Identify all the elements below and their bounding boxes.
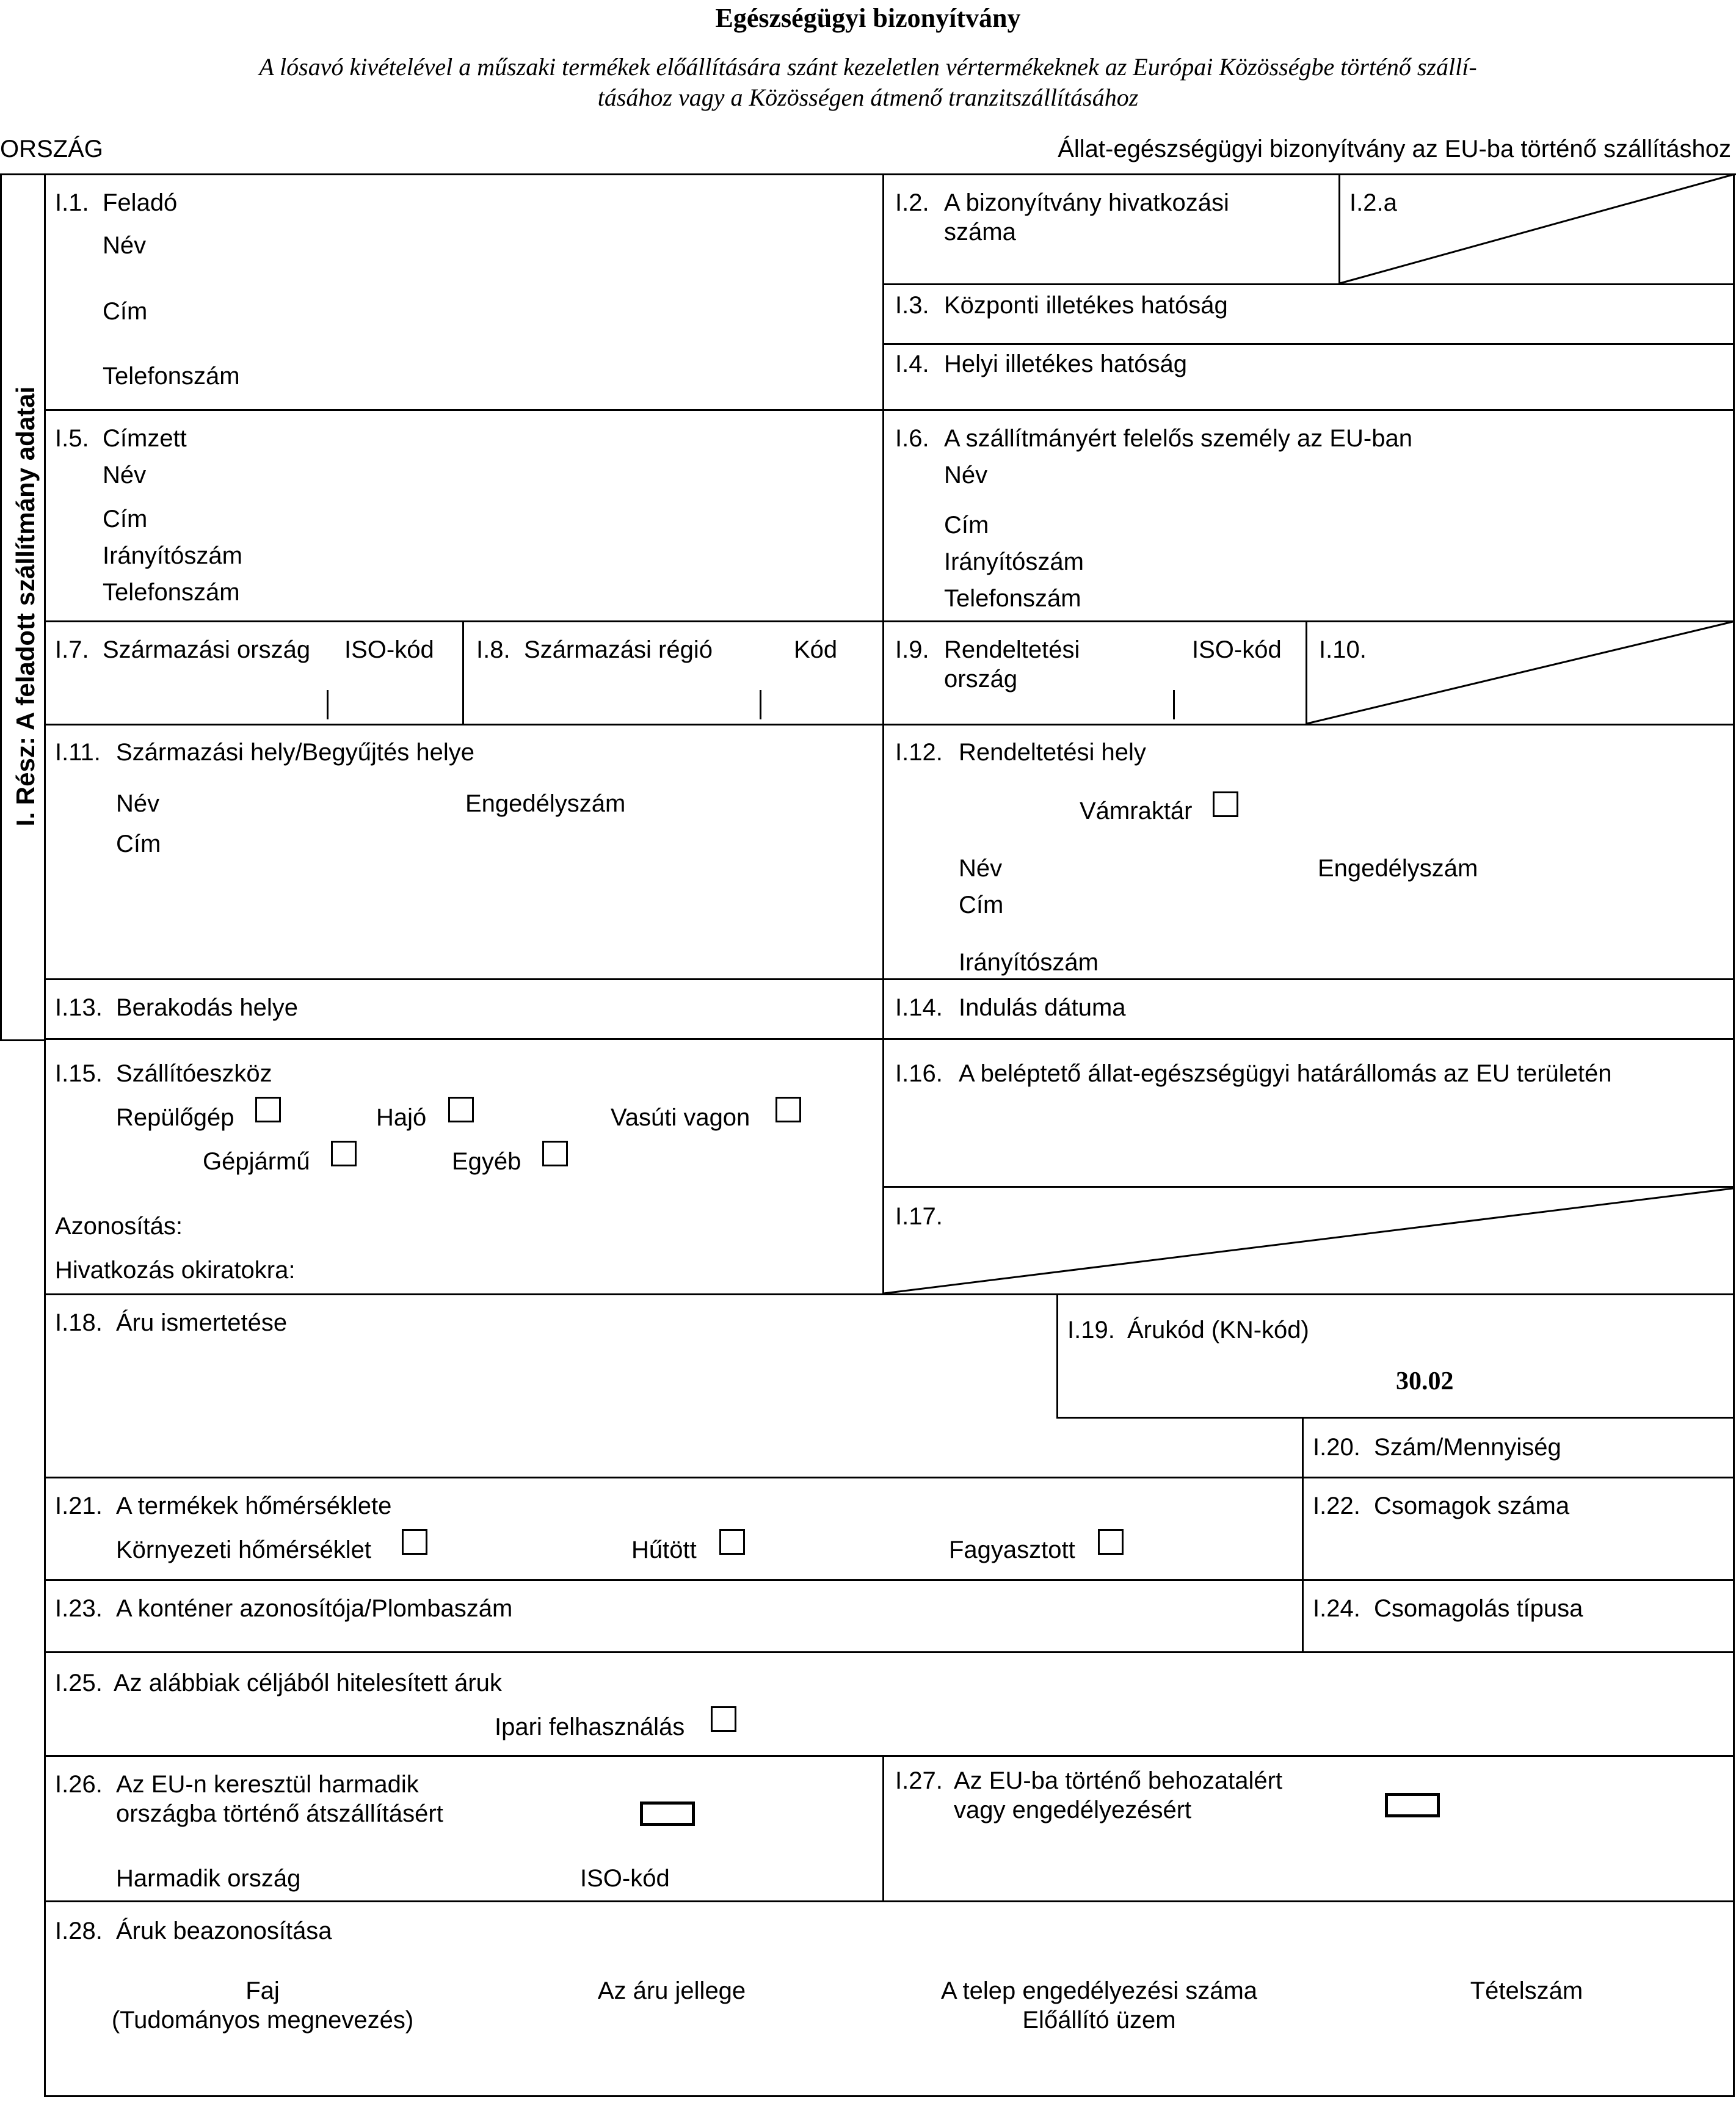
iso-code-label: ISO-kód xyxy=(580,1865,670,1892)
side-label: I. Rész: A feladott szállítmány adatai xyxy=(11,386,40,827)
field-label: Feladó xyxy=(103,189,178,216)
sub-label: Telefonszám xyxy=(103,579,240,606)
field-label: A beléptető állat-egészségügyi határállomás az EU területén xyxy=(959,1060,1612,1087)
warehouse-label: Vámraktár xyxy=(1080,798,1193,824)
field-number: I.8. xyxy=(476,636,510,663)
temp-frozen-label: Fagyasztott xyxy=(949,1536,1075,1563)
industrial-use-label: Ipari felhasználás xyxy=(495,1714,685,1740)
field-label: Áru ismertetése xyxy=(116,1309,288,1336)
transport-other-checkbox[interactable] xyxy=(542,1141,568,1166)
field-number: I.4. xyxy=(895,351,929,377)
temp-chilled-label: Hűtött xyxy=(631,1536,697,1563)
field-label: Árukód (KN-kód) xyxy=(1127,1317,1309,1343)
field-label: Rendeltetési xyxy=(944,636,1080,663)
page-title: Egészségügyi bizonyítvány xyxy=(715,3,1021,33)
field-number: I.28. xyxy=(55,1918,103,1944)
strike-i2a xyxy=(1340,175,1733,283)
field-number: I.11. xyxy=(55,739,101,766)
column-species-sub: (Tudományos megnevezés) xyxy=(111,2007,414,2034)
field-number: I.9. xyxy=(895,636,929,663)
sub-label: Név xyxy=(116,790,160,817)
field-number: I.10. xyxy=(1319,636,1367,663)
industrial-use-checkbox[interactable] xyxy=(711,1706,736,1732)
sub-label: Cím xyxy=(944,512,989,539)
field-label: Címzett xyxy=(103,425,187,452)
field-number: I.27. xyxy=(895,1767,943,1794)
field-label: országba történő átszállításért xyxy=(116,1800,443,1827)
field-label: száma xyxy=(944,219,1016,245)
transport-plane-checkbox[interactable] xyxy=(255,1097,281,1122)
field-label: A bizonyítvány hivatkozási xyxy=(944,189,1229,216)
temp-ambient-label: Környezeti hőmérséklet xyxy=(116,1536,371,1563)
sub-label: Engedélyszám xyxy=(465,790,626,817)
field-label: Berakodás helye xyxy=(116,994,298,1021)
page-subtitle-line1: A lósavó kivételével a műszaki termékek előállítására szánt kezeletlen vértermékeknek az Európai Közösségbe történő szállí- xyxy=(259,53,1477,81)
iso-code-label: ISO-kód xyxy=(1192,636,1282,663)
country-label: ORSZÁG xyxy=(0,136,103,162)
temp-chilled-checkbox[interactable] xyxy=(719,1529,745,1555)
temp-ambient-checkbox[interactable] xyxy=(402,1529,427,1555)
field-label: Helyi illetékes hatóság xyxy=(944,351,1187,377)
field-label: Csomagolás típusa xyxy=(1374,1595,1583,1622)
field-label: Szállítóeszköz xyxy=(116,1060,272,1087)
document-reference-label: Hivatkozás okiratokra: xyxy=(55,1257,296,1284)
sub-label: Név xyxy=(103,462,147,489)
field-label: Csomagok száma xyxy=(1374,1492,1570,1519)
transport-ship-checkbox[interactable] xyxy=(448,1097,474,1122)
third-country-label: Harmadik ország xyxy=(116,1865,301,1892)
field-label: Rendeltetési hely xyxy=(959,739,1146,766)
identification-label: Azonosítás: xyxy=(55,1213,183,1240)
transport-vehicle-label: Gépjármű xyxy=(203,1148,310,1175)
transit-checkbox[interactable] xyxy=(640,1802,695,1826)
field-label: A konténer azonosítója/Plombaszám xyxy=(116,1595,513,1622)
iso-code-label: ISO-kód xyxy=(344,636,434,663)
field-label: ország xyxy=(944,666,1018,693)
sub-label: Telefonszám xyxy=(944,585,1081,612)
sub-label: Irányítószám xyxy=(959,949,1099,976)
field-number: I.13. xyxy=(55,994,103,1021)
field-label: Központi illetékes hatóság xyxy=(944,292,1228,319)
field-number: I.7. xyxy=(55,636,89,663)
field-number: I.24. xyxy=(1313,1595,1360,1622)
page-subtitle-line2: tásához vagy a Közösségen átmenő tranzitszállításához xyxy=(597,84,1139,111)
sub-label: Cím xyxy=(116,831,161,857)
strike-i17 xyxy=(884,1188,1733,1293)
field-label: Származási hely/Begyűjtés helye xyxy=(116,739,474,766)
transport-ship-label: Hajó xyxy=(376,1104,427,1131)
code-label: Kód xyxy=(794,636,838,663)
field-number: I.1. xyxy=(55,189,89,216)
transport-rail-checkbox[interactable] xyxy=(775,1097,801,1122)
sub-label: Név xyxy=(959,855,1003,882)
field-number: I.5. xyxy=(55,425,89,452)
field-label: Indulás dátuma xyxy=(959,994,1126,1021)
sub-label: Cím xyxy=(103,506,148,533)
field-label: Az EU-n keresztül harmadik xyxy=(116,1771,419,1798)
field-number: I.23. xyxy=(55,1595,103,1622)
strike-i10 xyxy=(1307,622,1733,724)
field-number: I.25. xyxy=(55,1670,103,1696)
temp-frozen-checkbox[interactable] xyxy=(1098,1529,1124,1555)
field-number: I.18. xyxy=(55,1309,103,1336)
column-nature: Az áru jellege xyxy=(597,1977,746,2004)
column-plant-approval-sub: Előállító üzem xyxy=(1022,2007,1176,2034)
field-number: I.22. xyxy=(1313,1492,1360,1519)
transport-plane-label: Repülőgép xyxy=(116,1104,234,1131)
field-number: I.2. xyxy=(895,189,929,216)
field-number: I.21. xyxy=(55,1492,103,1519)
column-plant-approval: A telep engedélyezési száma xyxy=(940,1977,1258,2004)
field-label: A szállítmányért felelős személy az EU-ban xyxy=(944,425,1412,452)
commodity-code-value: 30.02 xyxy=(1396,1367,1454,1395)
sub-label: Irányítószám xyxy=(944,548,1084,575)
sub-label: Cím xyxy=(103,298,148,325)
transport-rail-label: Vasúti vagon xyxy=(611,1104,750,1131)
field-label: vagy engedélyezésért xyxy=(954,1797,1192,1823)
sub-label: Telefonszám xyxy=(103,363,240,390)
field-number: I.26. xyxy=(55,1771,103,1798)
import-checkbox[interactable] xyxy=(1385,1793,1440,1817)
field-number: I.6. xyxy=(895,425,929,452)
warehouse-checkbox[interactable] xyxy=(1213,791,1238,817)
field-number: I.17. xyxy=(895,1203,943,1230)
certificate-type-label: Állat-egészségügyi bizonyítvány az EU-ba történő szállításhoz xyxy=(1058,136,1731,162)
sub-label: Engedélyszám xyxy=(1318,855,1478,882)
sub-label: Név xyxy=(944,462,988,489)
field-label: Áruk beazonosítása xyxy=(116,1918,332,1944)
transport-other-label: Egyéb xyxy=(452,1148,521,1175)
field-label: Származási régió xyxy=(524,636,713,663)
field-label: Származási ország xyxy=(103,636,311,663)
field-label: A termékek hőmérséklete xyxy=(116,1492,392,1519)
column-species: Faj xyxy=(245,1977,280,2004)
field-number: I.20. xyxy=(1313,1434,1360,1461)
field-number: I.19. xyxy=(1067,1317,1115,1343)
field-number: I.16. xyxy=(895,1060,943,1087)
field-number: I.2.a xyxy=(1349,189,1397,216)
field-number: I.12. xyxy=(895,739,943,766)
sub-label: Név xyxy=(103,232,147,259)
field-label: Szám/Mennyiség xyxy=(1374,1434,1561,1461)
column-batch: Tételszám xyxy=(1470,1977,1583,2004)
field-label: Az alábbiak céljából hitelesített áruk xyxy=(114,1670,502,1696)
field-number: I.15. xyxy=(55,1060,103,1087)
sub-label: Irányítószám xyxy=(103,542,242,569)
field-number: I.3. xyxy=(895,292,929,319)
sub-label: Cím xyxy=(959,892,1004,918)
field-label: Az EU-ba történő behozatalért xyxy=(954,1767,1283,1794)
transport-vehicle-checkbox[interactable] xyxy=(331,1141,357,1166)
field-number: I.14. xyxy=(895,994,943,1021)
